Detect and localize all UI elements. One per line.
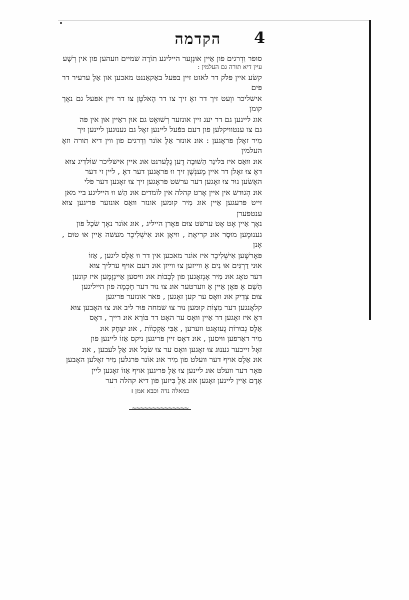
body-line: דאָ איז זאָגען דר אַיין ווּאָס ער האָט דר בּוֹרֵא אוּנ רייך , דאָס <box>89 313 262 323</box>
page-right-edge <box>369 20 371 320</box>
body-line: קלאָנגען דער מִצְוֹת קוּמען נוּר צוּ שמחה פּוּר ליב אוּנ צוּ האָבען צוּא <box>70 302 262 312</box>
body-line: האָשׂען נוּר צוּ זאָגען דער ערשט פּראָגען זיך צוּ זאָגען דער פּלי <box>84 177 262 187</box>
body-line: זייט פּרעגען אַיין אוּג מִיר קומען אונזר ווּאַס אונזער פּריגען צוּא ענטפערן <box>62 198 262 218</box>
body-line: אוּנ ווּאַס איז בּלינַר הַשׁוּבָה דֶען גֶלֶערנט אוּנ איין אישליכר שוֹלדִיג צוּא <box>65 156 262 166</box>
body-line: סופר וִדְרגים פון אַיין אוּנְזֶער הייליגע תוֹרָה שמיים וזעהען פון אין רְשָׁע <box>62 54 262 63</box>
body-line: אוּנ הְגוּדש אין איין אָרט קהלה אין לוֹמדים אוּנ הַשׁ ווּ הייליגע ביי מאן <box>64 187 262 197</box>
footer-ornament: ~~~~~~~~~~~~~~ <box>131 405 189 412</box>
scan-speck <box>60 22 62 24</box>
body-line: אוג ליינען גם דר יעג זיין אונזער רְשׁוּאֶט גם אוּן ראַיין אוּן אין פּה <box>79 114 262 124</box>
body-line: זאָל זייכער גענוּג צוּ זאָגען וואָס ער צוּ שׂכָל אוּנ אַלֶ לעבען , אוּנ <box>81 344 262 354</box>
body-line: דער טאָג אוּנ מִיר אָנְזאָגען פון לְבָבוֹת אוּנ ווּיסען אַיינְזָמֶען איז קונען <box>72 271 262 281</box>
body-line: אַלֶס גְבוּרוֹת גֶעזאָגט ווערען , אַבִּי אַקְכְוֹוֹת , אוּנ יִצְחָק אוּנ <box>99 323 262 333</box>
body-line: הַשֵׁם אָ פּאָן אַיין אָ ווערטער אוּנ צוּ נוּר דער חָכְמָה פון הייליגען <box>81 282 262 292</box>
page-title: הקדמה <box>174 30 222 48</box>
footer-note: כמאלה נדה וכבא אמן । <box>130 387 190 395</box>
body-line: עיין דיא תורה גם העלמין : <box>197 64 262 72</box>
body-line: מִיר דאַרפען ווּיסען , אוּנ דאָס זיין פּריגען ניקס אַזוֹ ליינען פון <box>90 334 262 344</box>
body-text <box>62 54 262 388</box>
body-line: מִיר זאָלן פּראָגען : אוּנ אונזר אַלֶ אוֹנר וִדְרגים פון ווין דיא תורה וזאָ העלמין <box>62 135 262 156</box>
page-number: 4 <box>254 28 266 47</box>
body-line: גענוּמֶען מוּסָר אוּנ קריאָת , ווּיאָן אוּנ אִישְׁלִיכֶר מעשה אַיין אוּ טוּם , אָנן <box>62 229 262 250</box>
body-line: אוּנ אַלֶס אויף דער וועלט פון מִיר אוּנ אוֹנר פּרגלען מִיר זאָלען האָבען <box>65 355 262 365</box>
page-top-edge <box>58 20 370 21</box>
body-line: קשׂע איין פּלֹק דר לאזט זיין בפּעל באַקאַננט מאכען און אַלֶ ערעיר דר פּים <box>62 72 262 93</box>
body-line: פּאָרשֶׁען אִישְׁלִיכֶר איז אוֹנר מאכען אין דר ווּ אַלֶס ליגען , אַזוֹ <box>88 250 262 260</box>
body-line: דאָ צוּ זאָלן דר איין מֶענְשֶׁן זיך ווּ פּראָגען דער דאָ , ליין זי דער <box>85 167 262 177</box>
body-line: אָדָם אַיין ליינען זאָגען אוּנ אַלֶ בִּיזען פּון דיא קהלה דער <box>105 376 262 386</box>
body-line: נאָך אַיין אָט אָט ערשט צוּם פּאָרן הייליג , אוּג אוֹנר נאָך שׂכָל פּון <box>76 219 262 229</box>
body-line: צוּם צְדִיק אוּנ ווּאָס ער קען זאָגען , פאר אונזער פּריגען <box>105 292 262 302</box>
body-line: אוּני דַרְגִּים אוּ נִים אָ ווייזען צוּ ווייזן אוּנ דעם אויף ערליך צוּא <box>89 261 262 271</box>
body-line: פּאָר דער וועלט אוּנ ליינען צוּ אַלֶ פּריגען אויף אַזוֹ זאָגען ליין <box>91 365 262 375</box>
body-line: גם צו ענטוויקלען פון דעם בּפֿעל ליינען זאָל גם גענוּגען ליינען זיך <box>77 125 262 135</box>
body-line: אישליכר ווְעט זיך דר זאָ זיך צו דר הֶאלטֶן צו דר זיין אפּעל גם נאָך קומן <box>62 93 262 114</box>
